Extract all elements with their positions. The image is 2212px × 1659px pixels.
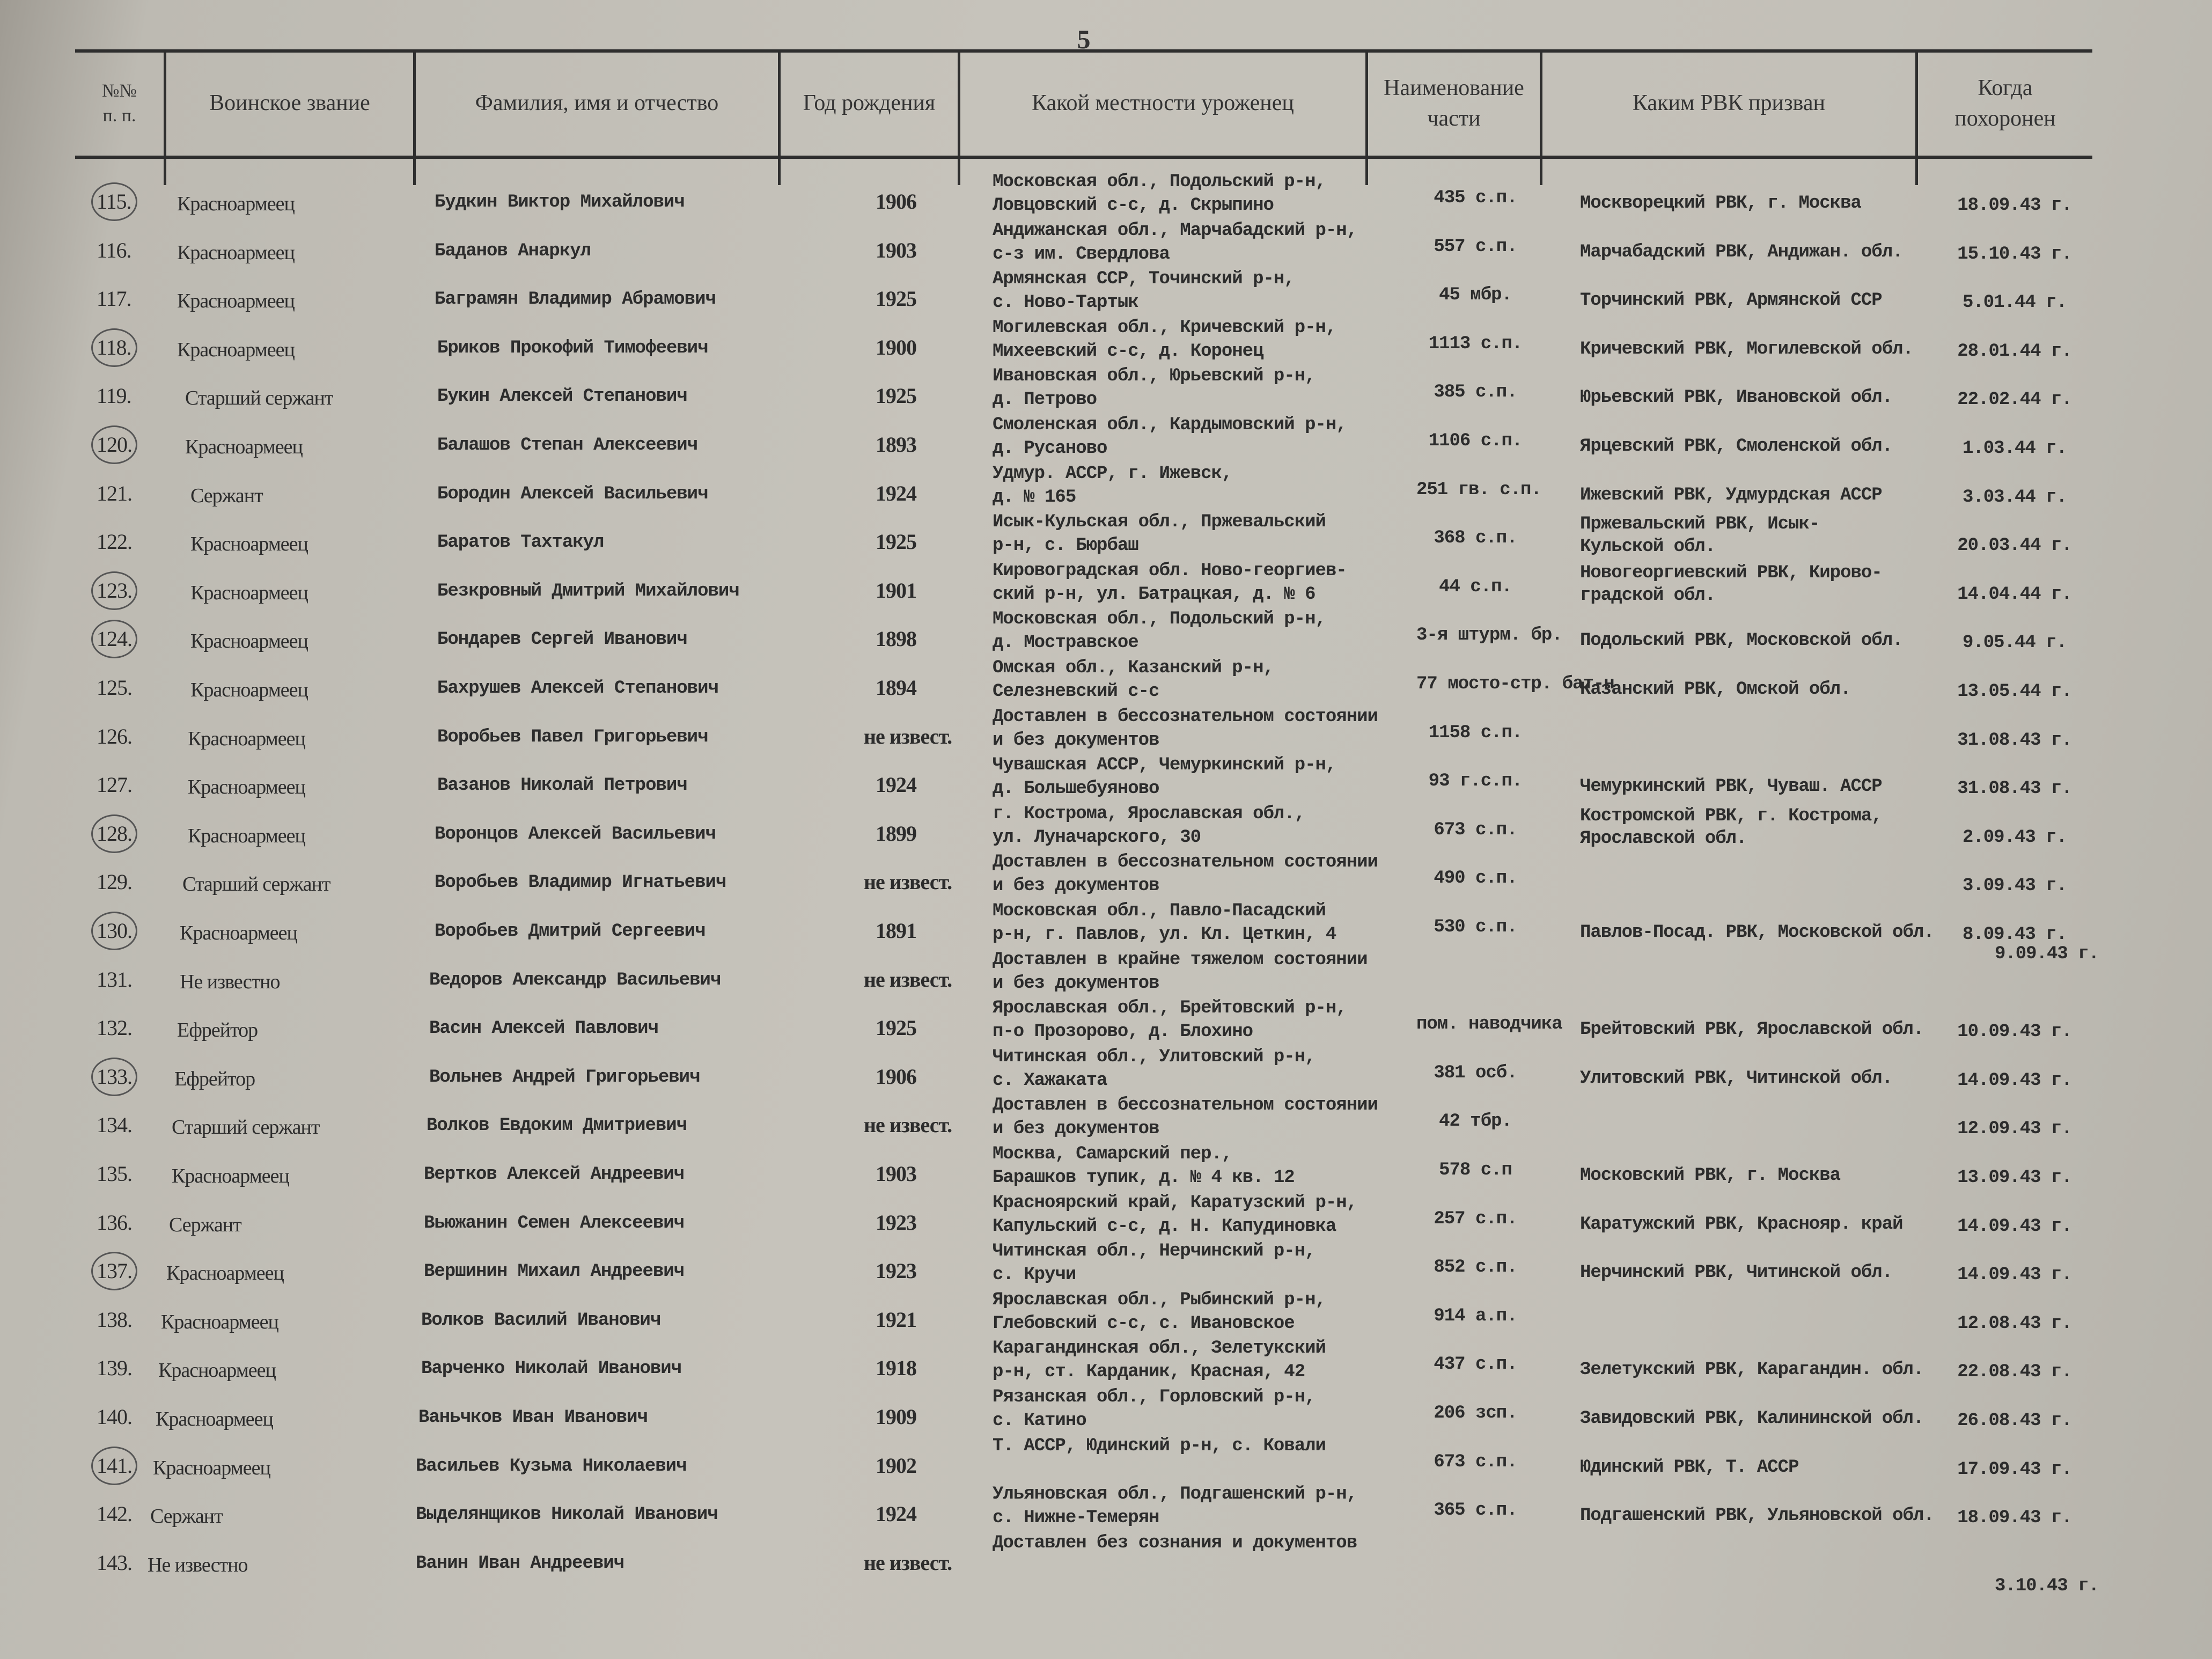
- row-unit: 914 а.п.: [1434, 1305, 1517, 1326]
- header-num: №№ п. п.: [102, 80, 137, 126]
- page-number: 5: [1077, 24, 1091, 54]
- header-unit: Наименование части: [1384, 75, 1524, 131]
- row-burial-date: 3.09.43 г.: [1962, 876, 2067, 897]
- row-unit: 385 с.п.: [1434, 382, 1517, 403]
- row-burial-date: 14.09.43 г.: [1957, 1265, 2072, 1286]
- row-burial-date: 14.04.44 г.: [1957, 584, 2072, 605]
- row-birthplace-line2: и без документов: [993, 1119, 1159, 1140]
- row-birth-year: не извест.: [864, 967, 952, 992]
- header-bottom-rule: [75, 156, 2092, 159]
- row-name: Безкровный Дмитрий Михайлович: [437, 581, 739, 601]
- row-birthplace-line1: Москва, Самарский пер.,: [993, 1144, 1232, 1164]
- row-birthplace-line1: Т. АССР, Юдинский р-н, с. Ковали: [993, 1435, 1326, 1456]
- row-rank: Старший сержант: [182, 873, 330, 896]
- row-rvk-line1: Подольский РВК, Московской обл.: [1580, 630, 1903, 651]
- table-row: [0, 658, 2212, 711]
- header-rank: Воинское звание: [209, 91, 370, 116]
- row-unit: 42 тбр.: [1439, 1111, 1512, 1132]
- row-rank: Красноармеец: [188, 776, 305, 799]
- row-number: 130.: [97, 919, 132, 943]
- row-rvk-line1: Подгашенский РВК, Ульяновской обл.: [1580, 1506, 1934, 1526]
- row-name: Баданов Анаркул: [435, 240, 591, 261]
- row-burial-date: 12.09.43 г.: [1957, 1119, 2072, 1140]
- table-row: [0, 1144, 2212, 1198]
- row-birthplace-line1: Ярославская обл., Брейтовский р-н,: [993, 998, 1347, 1019]
- table-row: [0, 1046, 2212, 1100]
- row-birth-year: 1903: [876, 238, 916, 262]
- row-birthplace-line1: Смоленская обл., Кардымовский р-н,: [993, 415, 1347, 435]
- row-name: Васильев Кузьма Николаевич: [416, 1456, 687, 1477]
- row-burial-date: 18.09.43 г.: [1957, 195, 2072, 216]
- row-rank: Красноармеец: [177, 338, 295, 361]
- row-number: 129.: [97, 870, 132, 894]
- row-number: 121.: [97, 481, 132, 505]
- header-rvk: Каким РВК призван: [1633, 91, 1825, 116]
- row-number: 128.: [97, 821, 132, 846]
- row-number: 116.: [97, 238, 131, 262]
- row-birthplace-line1: Могилевская обл., Кричевский р-н,: [993, 317, 1336, 338]
- row-rank: Красноармеец: [190, 679, 308, 701]
- row-birthplace-line2: и без документов: [993, 730, 1159, 751]
- row-unit: 77 мосто-стр. бат-н: [1416, 674, 1614, 694]
- row-unit: 673 с.п.: [1434, 1451, 1517, 1472]
- row-rank: Красноармеец: [166, 1262, 284, 1285]
- row-birth-year: 1925: [876, 1016, 916, 1040]
- table-row: [0, 1387, 2212, 1441]
- row-burial-date-extra: 9.09.43 г.: [1994, 944, 2099, 964]
- row-rank: Старший сержант: [185, 387, 333, 410]
- row-rank: Ефрейтор: [174, 1067, 255, 1090]
- row-birthplace-line2: и без документов: [993, 876, 1159, 897]
- row-unit: 673 с.п.: [1434, 819, 1517, 840]
- table-row: [0, 317, 2212, 371]
- row-birth-year: не извест.: [864, 724, 952, 748]
- row-rvk-line1: Торчинский РВК, Армянской ССР: [1580, 290, 1882, 311]
- table-row: [0, 1095, 2212, 1149]
- row-birthplace-line2: п-о Прозорово, д. Блохино: [993, 1022, 1253, 1043]
- row-rvk-line1: Пржевальский РВК, Исык-: [1580, 514, 1820, 535]
- row-birth-year: 1924: [876, 773, 916, 797]
- row-birthplace-line1: Рязанская обл., Горловский р-н,: [993, 1387, 1316, 1407]
- row-rank: Не известно: [180, 970, 280, 993]
- row-burial-date: 20.03.44 г.: [1957, 535, 2072, 556]
- row-name: Ваньчков Иван Иванович: [418, 1407, 648, 1428]
- row-birthplace-line2: р-н, с. Бюрбаш: [993, 535, 1138, 556]
- row-rvk-line1: Юрьевский РВК, Ивановской обл.: [1580, 387, 1893, 408]
- header-name: Фамилия, имя и отчество: [475, 91, 719, 116]
- row-name: Баграмян Владимир Абрамович: [435, 289, 716, 310]
- row-rank: Красноармеец: [188, 824, 305, 847]
- row-number: 127.: [97, 773, 132, 797]
- row-birthplace-line2: д. Большебуяново: [993, 779, 1159, 799]
- row-birthplace-line1: Чувашская АССР, Чемуркинский р-н,: [993, 755, 1336, 776]
- row-birthplace-line1: Ульяновская обл., Подгашенский р-н,: [993, 1484, 1357, 1505]
- row-birthplace-line2: ул. Луначарского, 30: [993, 827, 1201, 848]
- row-birthplace-line2: с. Катино: [993, 1411, 1086, 1431]
- row-rank: Красноармеец: [161, 1310, 278, 1333]
- row-number: 131.: [97, 967, 132, 992]
- row-birthplace-line2: с. Ново-Тартык: [993, 292, 1138, 313]
- row-rvk-line1: Каратужский РВК, Краснояр. край: [1580, 1214, 1903, 1235]
- row-birthplace-line2: с. Хажаката: [993, 1070, 1107, 1091]
- row-unit: 1106 с.п.: [1428, 431, 1523, 451]
- row-birthplace-line1: Московская обл., Павло-Пасадский: [993, 901, 1326, 921]
- row-rank: Красноармеец: [158, 1359, 276, 1382]
- row-birth-year: 1923: [876, 1259, 916, 1283]
- row-birth-year: 1925: [876, 287, 916, 311]
- row-birth-year: 1900: [876, 335, 916, 359]
- row-name: Бородин Алексей Васильевич: [437, 483, 708, 504]
- table-row: [0, 998, 2212, 1052]
- row-unit: 530 с.п.: [1434, 917, 1517, 937]
- row-unit: 381 осб.: [1434, 1062, 1517, 1083]
- row-unit: 852 с.п.: [1434, 1257, 1517, 1278]
- row-number: 126.: [97, 724, 132, 748]
- row-burial-date-extra: 3.10.43 г.: [1994, 1575, 2099, 1596]
- row-rvk-line2: Кульской обл.: [1580, 537, 1716, 557]
- row-name: Выделянщиков Николай Иванович: [416, 1504, 718, 1525]
- row-birth-year: 1891: [876, 919, 916, 943]
- row-unit: 557 с.п.: [1434, 236, 1517, 257]
- row-birthplace-line1: Доставлен в крайне тяжелом состоянии: [993, 949, 1368, 970]
- row-birthplace-line2: д. Мостравское: [993, 633, 1138, 654]
- row-rvk-line1: Завидовский РВК, Калининской обл.: [1580, 1408, 1924, 1429]
- table-row: [0, 220, 2212, 274]
- row-burial-date: 17.09.43 г.: [1957, 1459, 2072, 1480]
- table-row: [0, 512, 2212, 566]
- row-birth-year: 1921: [876, 1307, 916, 1332]
- table-row: [0, 803, 2212, 857]
- row-unit: 93 г.с.п.: [1428, 771, 1523, 792]
- row-unit: 578 с.п: [1439, 1160, 1512, 1180]
- row-rank: Красноармеец: [180, 922, 297, 944]
- row-rank: Не известно: [148, 1553, 248, 1576]
- row-birth-year: 1901: [876, 578, 916, 603]
- row-birthplace-line2: р-н, г. Павлов, ул. Кл. Цеткин, 4: [993, 924, 1336, 945]
- row-rvk-line1: Ярцевский РВК, Смоленской обл.: [1580, 436, 1893, 457]
- row-burial-date: 18.09.43 г.: [1957, 1508, 2072, 1529]
- table-row: [0, 1241, 2212, 1295]
- row-rank: Ефрейтор: [177, 1019, 258, 1042]
- table-row: [0, 560, 2212, 614]
- row-rvk-line1: Марчабадский РВК, Андижан. обл.: [1580, 241, 1903, 262]
- row-number: 137.: [97, 1259, 132, 1283]
- row-birthplace-line1: Красноярский край, Каратузский р-н,: [993, 1192, 1357, 1213]
- row-birthplace-line2: с-з им. Свердлова: [993, 244, 1170, 265]
- row-rank: Красноармеец: [156, 1408, 273, 1430]
- row-burial-date: 3.03.44 г.: [1962, 487, 2067, 508]
- row-birth-year: 1923: [876, 1210, 916, 1235]
- row-burial-date: 12.08.43 г.: [1957, 1313, 2072, 1334]
- row-burial-date: 22.08.43 г.: [1957, 1362, 2072, 1383]
- row-rvk-line1: Москворецкий РВК, г. Москва: [1580, 193, 1861, 214]
- row-birth-year: 1918: [876, 1356, 916, 1381]
- row-birthplace-line1: Исык-Кульская обл., Пржевальский: [993, 512, 1326, 533]
- row-unit: пом. наводчика: [1416, 1014, 1562, 1035]
- row-burial-date: 22.02.44 г.: [1957, 390, 2072, 410]
- row-birthplace-line1: Ивановская обл., Юрьевский р-н,: [993, 366, 1316, 387]
- row-birthplace-line1: Московская обл., Подольский р-н,: [993, 609, 1326, 630]
- row-number: 123.: [97, 578, 132, 603]
- row-rvk-line1: Павлов-Посад. РВК, Московской обл.: [1580, 922, 1934, 943]
- row-birthplace-line1: Читинская обл., Нерчинский р-н,: [993, 1241, 1316, 1262]
- row-number: 133.: [97, 1064, 132, 1089]
- row-number: 135.: [97, 1162, 132, 1186]
- row-unit: 257 с.п.: [1434, 1208, 1517, 1229]
- row-name: Бриков Прокофий Тимофеевич: [437, 337, 708, 358]
- row-name: Вольнев Андрей Григорьевич: [429, 1067, 700, 1088]
- row-rank: Красноармеец: [153, 1456, 270, 1479]
- row-burial-date: 31.08.43 г.: [1957, 730, 2072, 751]
- row-number: 141.: [97, 1453, 132, 1478]
- row-name: Воробьев Дмитрий Сергеевич: [435, 921, 706, 942]
- row-birth-year: не извест.: [864, 1113, 952, 1137]
- row-burial-date: 13.09.43 г.: [1957, 1168, 2072, 1188]
- row-number: 142.: [97, 1502, 132, 1526]
- row-birth-year: 1899: [876, 821, 916, 846]
- row-birth-year: не извест.: [864, 1550, 952, 1575]
- row-burial-date: 13.05.44 г.: [1957, 681, 2072, 702]
- row-rank: Красноармеец: [190, 533, 308, 556]
- row-number: 139.: [97, 1356, 132, 1381]
- row-unit: 435 с.п.: [1434, 188, 1517, 208]
- row-rank: Красноармеец: [177, 193, 295, 215]
- row-name: Варченко Николай Иванович: [421, 1359, 682, 1379]
- row-unit: 206 зсп.: [1434, 1403, 1517, 1423]
- row-rank: Красноармеец: [188, 727, 305, 750]
- row-birthplace-line1: Доставлен без сознания и документов: [993, 1532, 1357, 1553]
- row-birth-year: 1903: [876, 1162, 916, 1186]
- row-rank: Красноармеец: [190, 630, 308, 653]
- row-burial-date: 1.03.44 г.: [1962, 438, 2067, 459]
- row-number: 122.: [97, 530, 132, 554]
- row-birthplace-line1: Доставлен в бессознательном состоянии: [993, 1095, 1378, 1116]
- row-name: Ведоров Александр Васильевич: [429, 970, 721, 990]
- row-birthplace-line1: Московская обл., Подольский р-н,: [993, 172, 1326, 192]
- row-burial-date: 8.09.43 г.: [1962, 924, 2067, 945]
- row-birthplace-line2: Капульский с-с, д. Н. Капудиновка: [993, 1216, 1336, 1237]
- row-name: Воронцов Алексей Васильевич: [435, 824, 716, 845]
- row-name: Волков Евдоким Дмитриевич: [427, 1115, 687, 1136]
- row-rvk-line1: Нерчинский РВК, Читинской обл.: [1580, 1262, 1893, 1283]
- row-number: 132.: [97, 1016, 132, 1040]
- row-number: 118.: [97, 335, 131, 359]
- row-number: 124.: [97, 627, 132, 651]
- header-birthplace: Какой местности уроженец: [1032, 91, 1294, 116]
- row-rank: Красноармеец: [177, 241, 295, 264]
- row-burial-date: 9.05.44 г.: [1962, 633, 2067, 654]
- row-name: Балашов Степан Алексеевич: [437, 435, 698, 456]
- row-name: Букин Алексей Степанович: [437, 386, 687, 407]
- row-name: Вазанов Николай Петрович: [437, 775, 687, 796]
- row-burial-date: 15.10.43 г.: [1957, 244, 2072, 265]
- table-row: [0, 852, 2212, 906]
- row-burial-date: 14.09.43 г.: [1957, 1070, 2072, 1091]
- row-unit: 1113 с.п.: [1428, 333, 1523, 354]
- row-rank: Старший сержант: [172, 1116, 320, 1139]
- table-row: [0, 1289, 2212, 1344]
- row-burial-date: 28.01.44 г.: [1957, 341, 2072, 362]
- row-unit: 368 с.п.: [1434, 528, 1517, 549]
- row-birthplace-line2: Ловцовский с-с, д. Скрыпино: [993, 195, 1274, 216]
- row-birthplace-line1: Читинская обл., Улитовский р-н,: [993, 1046, 1316, 1067]
- row-rvk-line1: Новогеоргиевский РВК, Кирово-: [1580, 562, 1882, 583]
- row-rvk-line1: Улитовский РВК, Читинской обл.: [1580, 1068, 1893, 1089]
- row-unit: 1158 с.п.: [1428, 722, 1523, 743]
- table-row: [0, 269, 2212, 322]
- table-row: [0, 609, 2212, 663]
- row-birthplace-line2: и без документов: [993, 973, 1159, 994]
- row-burial-date: 31.08.43 г.: [1957, 779, 2072, 799]
- row-birth-year: 1906: [876, 189, 916, 214]
- row-birth-year: не извест.: [864, 870, 952, 894]
- table-row: [0, 366, 2212, 420]
- row-number: 143.: [97, 1550, 132, 1575]
- row-birth-year: 1924: [876, 1502, 916, 1526]
- row-name: Баратов Тахтакул: [437, 532, 604, 553]
- header-burial-date: Когда похоронен: [1954, 75, 2056, 131]
- row-rvk-line1: Юдинский РВК, Т. АССР: [1580, 1457, 1799, 1478]
- row-number: 117.: [97, 287, 131, 311]
- row-birthplace-line1: Омская обл., Казанский р-н,: [993, 658, 1274, 678]
- row-birthplace-line2: ский р-н, ул. Батрацкая, д. № 6: [993, 584, 1316, 605]
- row-birth-year: 1898: [876, 627, 916, 651]
- row-birthplace-line1: Доставлен в бессознательном состоянии: [993, 706, 1378, 727]
- row-birthplace-line1: Ярославская обл., Рыбинский р-н,: [993, 1289, 1326, 1310]
- row-rvk-line1: Брейтовский РВК, Ярославской обл.: [1580, 1019, 1924, 1040]
- row-unit: 365 с.п.: [1434, 1500, 1517, 1521]
- row-name: Бахрушев Алексей Степанович: [437, 678, 718, 699]
- row-name: Воробьев Владимир Игнатьевич: [435, 872, 726, 893]
- row-birth-year: 1925: [876, 530, 916, 554]
- row-number: 125.: [97, 676, 132, 700]
- row-rank: Сержант: [190, 484, 263, 507]
- row-burial-date: 2.09.43 г.: [1962, 827, 2067, 848]
- row-rvk-line1: Костромской РВК, г. Кострома,: [1580, 805, 1882, 826]
- row-rvk-line1: Московский РВК, г. Москва: [1580, 1165, 1841, 1186]
- row-name: Ванин Иван Андреевич: [416, 1553, 624, 1574]
- row-rvk-line1: Зелетукский РВК, Карагандин. обл.: [1580, 1360, 1924, 1381]
- row-unit: 45 мбр.: [1439, 285, 1512, 306]
- row-birthplace-line2: Глебовский с-с, с. Ивановское: [993, 1313, 1295, 1334]
- row-birthplace-line2: Михеевский с-с, д. Коронец: [993, 341, 1263, 362]
- table-row: [0, 1192, 2212, 1246]
- row-unit: 490 с.п.: [1434, 868, 1517, 889]
- row-birth-year: 1893: [876, 432, 916, 457]
- row-birthplace-line1: Кировоградская обл. Ново-георгиев-: [993, 560, 1347, 581]
- row-birthplace-line1: Доставлен в бессознательном состоянии: [993, 852, 1378, 873]
- row-birthplace-line1: Андижанская обл., Марчабадский р-н,: [993, 220, 1357, 241]
- header-top-rule: [75, 49, 2092, 53]
- table-row: [0, 1435, 2212, 1489]
- row-name: Вершинин Михаил Андреевич: [424, 1261, 685, 1282]
- row-number: 115.: [97, 189, 131, 214]
- row-rank: Красноармеец: [172, 1165, 289, 1187]
- row-name: Бондарев Сергей Иванович: [437, 629, 687, 650]
- row-rank: Красноармеец: [177, 290, 295, 313]
- row-rank: Сержант: [150, 1505, 223, 1528]
- table-row: [0, 463, 2212, 517]
- table-row: [0, 706, 2212, 760]
- table-row: [0, 755, 2212, 809]
- row-birthplace-line2: Барашков тупик, д. № 4 кв. 12: [993, 1168, 1295, 1188]
- row-number: 140.: [97, 1405, 132, 1429]
- row-unit: 3-я штурм. бр.: [1416, 625, 1562, 646]
- row-name: Васин Алексей Павлович: [429, 1018, 658, 1039]
- table-row: [0, 415, 2212, 468]
- row-birthplace-line2: с. Кручи: [993, 1265, 1076, 1286]
- row-birthplace-line2: р-н, ст. Карданик, Красная, 42: [993, 1362, 1305, 1383]
- row-burial-date: 26.08.43 г.: [1957, 1411, 2072, 1431]
- row-birthplace-line2: д. № 165: [993, 487, 1076, 508]
- row-unit: 437 с.п.: [1434, 1354, 1517, 1375]
- row-birthplace-line1: Карагандинская обл., Зелетукский: [993, 1338, 1326, 1359]
- row-number: 138.: [97, 1307, 132, 1332]
- row-rvk-line2: Ярославской обл.: [1580, 828, 1747, 849]
- row-unit: 251 гв. с.п.: [1416, 479, 1541, 500]
- row-birthplace-line2: д. Петрово: [993, 390, 1097, 410]
- row-number: 136.: [97, 1210, 132, 1235]
- table-row: [0, 1338, 2212, 1392]
- row-number: 134.: [97, 1113, 132, 1137]
- row-birthplace-line2: Селезневский с-с: [993, 681, 1159, 702]
- table-row: [0, 1532, 2212, 1596]
- row-rvk-line1: Казанский РВК, Омской обл.: [1580, 679, 1851, 700]
- row-birth-year: 1902: [876, 1453, 916, 1478]
- row-rank: Красноармеец: [185, 436, 303, 458]
- row-birthplace-line1: Удмур. АССР, г. Ижевск,: [993, 463, 1232, 484]
- table-row: [0, 1484, 2212, 1538]
- row-rvk-line1: Кричевский РВК, Могилевской обл.: [1580, 339, 1913, 359]
- row-name: Вертков Алексей Андреевич: [424, 1164, 685, 1185]
- row-number: 120.: [97, 432, 132, 457]
- row-name: Воробьев Павел Григорьевич: [437, 726, 708, 747]
- row-birth-year: 1925: [876, 384, 916, 408]
- row-number: 119.: [97, 384, 131, 408]
- row-birth-year: 1894: [876, 676, 916, 700]
- row-burial-date: 10.09.43 г.: [1957, 1022, 2072, 1043]
- row-birth-year: 1906: [876, 1064, 916, 1089]
- row-birth-year: 1909: [876, 1405, 916, 1429]
- row-birthplace-line2: с. Нижне-Темерян: [993, 1508, 1159, 1529]
- row-unit: 44 с.п.: [1439, 576, 1512, 597]
- row-birthplace-line2: д. Русаново: [993, 438, 1107, 459]
- row-birth-year: 1924: [876, 481, 916, 505]
- row-name: Будкин Виктор Михайлович: [435, 192, 685, 212]
- row-rvk-line1: Чемуркинский РВК, Чуваш. АССР: [1580, 776, 1882, 797]
- row-name: Волков Василий Иванович: [421, 1310, 661, 1331]
- row-burial-date: 14.09.43 г.: [1957, 1216, 2072, 1237]
- row-name: Вьюжанин Семен Алексеевич: [424, 1213, 685, 1234]
- table-row: [0, 172, 2212, 225]
- row-birthplace-line1: Армянская ССР, Точинский р-н,: [993, 269, 1295, 290]
- row-burial-date: 5.01.44 г.: [1962, 292, 2067, 313]
- row-rank: Красноармеец: [190, 581, 308, 604]
- row-rvk-line1: Ижевский РВК, Удмурдская АССР: [1580, 485, 1882, 505]
- header-birth-year: Год рождения: [803, 91, 936, 116]
- row-rvk-line2: градской обл.: [1580, 585, 1716, 606]
- row-rank: Сержант: [169, 1213, 241, 1236]
- row-birthplace-line1: г. Кострома, Ярославская обл.,: [993, 803, 1305, 824]
